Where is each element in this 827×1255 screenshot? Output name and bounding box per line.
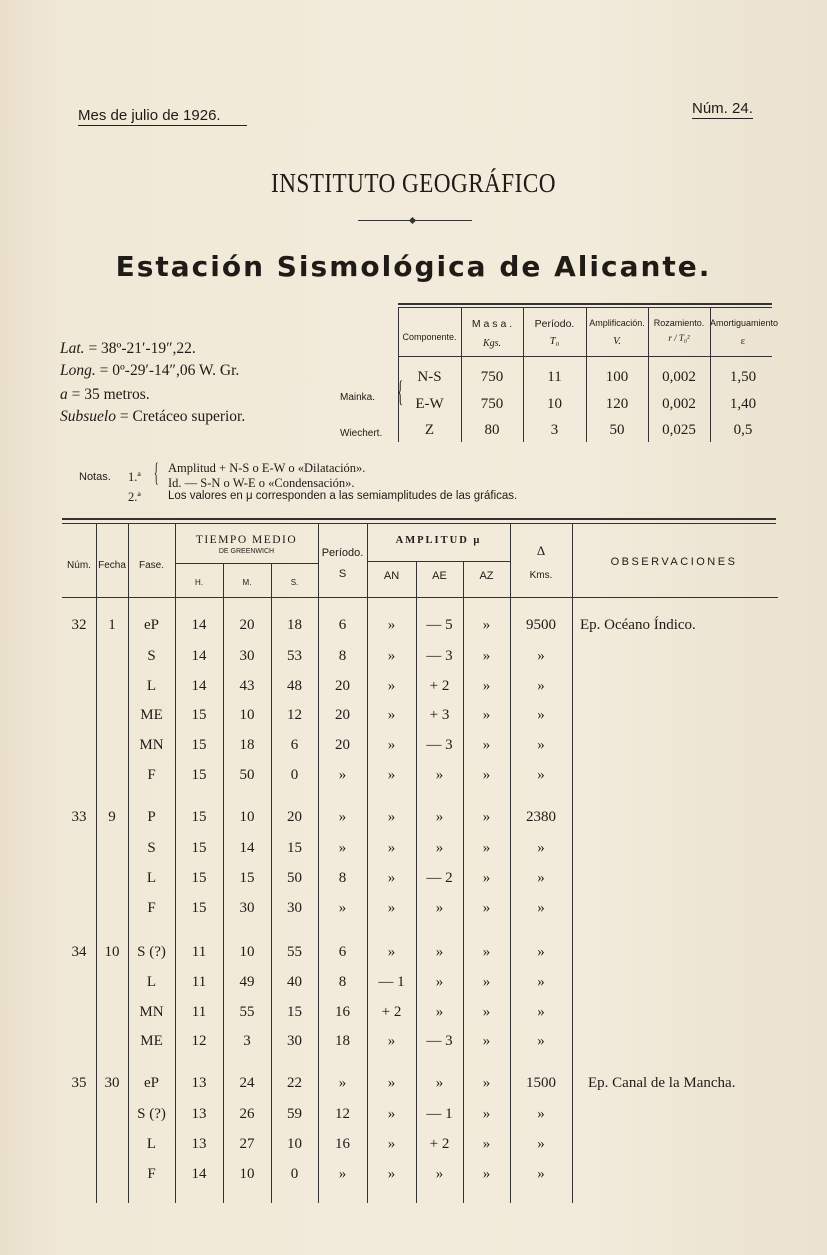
th-time-sub: DE GREENWICH: [218, 548, 275, 555]
ae-cell: »: [435, 840, 444, 856]
th-amplitude: AMPLITUD μ: [395, 535, 482, 546]
th-mass: M a s a .: [471, 318, 513, 330]
th-amplification: Amplificación.: [589, 318, 645, 328]
an-cell: »: [387, 1136, 396, 1152]
s-cell: 30: [287, 900, 302, 916]
dist-cell: »: [537, 1136, 545, 1152]
s-cell: 40: [287, 974, 302, 990]
an-cell: + 2: [381, 1004, 402, 1020]
m-cell: 10: [239, 944, 255, 960]
latitude: [60, 340, 196, 358]
dist-cell: »: [537, 1004, 545, 1020]
m-cell: 26: [239, 1106, 255, 1122]
num-cell: 32: [71, 617, 87, 633]
s-cell: 6: [290, 737, 299, 753]
az-cell: »: [482, 809, 491, 825]
an-cell: »: [387, 870, 396, 886]
ae-cell: »: [435, 944, 444, 960]
note-2-number: 2.ª: [128, 490, 141, 504]
az-cell: »: [482, 707, 491, 723]
per-cell: 20: [335, 678, 350, 694]
issue-number: Núm. 24.: [692, 100, 753, 117]
long-label: Long.: [60, 362, 96, 379]
num-cell: 35: [71, 1075, 87, 1091]
instrument-ampl-cell: 100: [605, 369, 629, 385]
instrument-damping-cell: 1,40: [729, 396, 757, 412]
dist-cell: »: [537, 840, 545, 856]
alt-label: a: [60, 386, 68, 403]
per-cell: »: [338, 840, 347, 856]
date-cell: 30: [104, 1075, 120, 1091]
phase-cell: L: [146, 678, 157, 694]
s-cell: 18: [287, 617, 302, 633]
m-cell: 10: [239, 809, 255, 825]
phase-cell: L: [146, 870, 157, 886]
az-cell: »: [482, 767, 491, 783]
s-cell: 30: [287, 1033, 302, 1049]
h-cell: 11: [191, 944, 207, 960]
phase-cell: F: [147, 767, 156, 783]
th-period-unit: S: [338, 568, 347, 580]
az-cell: »: [482, 648, 491, 664]
instrument-component-cell: E-W: [415, 396, 444, 412]
phase-cell: F: [147, 1166, 156, 1182]
s-cell: 10: [287, 1136, 302, 1152]
ae-cell: »: [435, 974, 444, 990]
per-cell: »: [338, 767, 347, 783]
observation-cell: Ep. Océano Índico.: [580, 617, 696, 633]
m-cell: 15: [239, 870, 255, 886]
th-minutes: M.: [242, 578, 252, 587]
an-cell: »: [387, 1075, 396, 1091]
per-cell: 18: [335, 1033, 350, 1049]
m-cell: 30: [239, 648, 255, 664]
dist-cell: »: [537, 900, 545, 916]
subsoil-label: Subsuelo: [60, 408, 116, 425]
instrument-friction-cell: 0,002: [662, 396, 696, 412]
phase-cell: eP: [144, 617, 159, 633]
an-cell: »: [387, 1106, 396, 1122]
instrument-mass-cell: 80: [484, 422, 500, 438]
th-friction: Rozamiento.: [653, 318, 705, 328]
s-cell: 20: [287, 809, 302, 825]
per-cell: »: [338, 1166, 347, 1182]
instrument-ampl-cell: 50: [609, 422, 625, 438]
m-cell: 18: [239, 737, 255, 753]
az-cell: »: [482, 944, 491, 960]
lat-label: Lat.: [60, 340, 85, 357]
phase-cell: S (?): [137, 1106, 166, 1122]
ae-cell: + 2: [429, 678, 450, 694]
s-cell: 0: [290, 1166, 299, 1182]
s-cell: 15: [287, 1004, 302, 1020]
per-cell: »: [338, 1075, 347, 1091]
dist-cell: 1500: [526, 1075, 556, 1091]
note-1-number: 1.ª: [128, 470, 141, 484]
mainka-label: Mainka.: [340, 392, 376, 403]
th-delta: Δ: [536, 543, 546, 558]
instrument-damping-cell: 1,50: [729, 369, 757, 385]
dist-cell: »: [537, 1166, 545, 1182]
per-cell: 6: [338, 617, 347, 633]
th-period-symbol: T₀: [549, 336, 560, 347]
date-cell: 1: [108, 617, 116, 633]
an-cell: »: [387, 900, 396, 916]
ae-cell: »: [435, 1166, 444, 1182]
title-ornament: [409, 217, 416, 224]
instrument-friction-cell: 0,025: [662, 422, 696, 438]
h-cell: 13: [191, 1075, 207, 1091]
instrument-mass-cell: 750: [480, 396, 504, 412]
altitude: [60, 386, 150, 404]
note-1a: Amplitud + N-S o E-W o «Dilatación».: [168, 461, 366, 475]
phase-cell: MN: [139, 1004, 164, 1020]
h-cell: 15: [191, 900, 207, 916]
h-cell: 12: [191, 1033, 207, 1049]
h-cell: 11: [191, 1004, 207, 1020]
mainka-brace: {: [397, 375, 404, 408]
note-2: Los valores en μ corresponden a las semiamplitudes de las gráficas.: [168, 490, 518, 502]
an-cell: »: [387, 617, 396, 633]
instrument-period-cell: 11: [547, 369, 562, 385]
th-amplification-symbol: V.: [613, 336, 621, 347]
th-observations: OBSERVACIONES: [610, 556, 738, 568]
institution-title: INSTITUTO GEOGRÁFICO: [271, 168, 556, 198]
az-cell: »: [482, 974, 491, 990]
dist-cell: »: [537, 678, 545, 694]
an-cell: »: [387, 840, 396, 856]
th-period-main: Período.: [321, 547, 364, 559]
th-date: Fecha: [98, 560, 126, 571]
per-cell: 8: [338, 870, 347, 886]
m-cell: 27: [239, 1136, 255, 1152]
an-cell: »: [387, 707, 396, 723]
h-cell: 14: [191, 617, 207, 633]
m-cell: 43: [239, 678, 255, 694]
m-cell: 30: [239, 900, 255, 916]
phase-cell: S: [147, 840, 156, 856]
m-cell: 10: [239, 707, 255, 723]
h-cell: 15: [191, 737, 207, 753]
ae-cell: »: [435, 1004, 444, 1020]
s-cell: 0: [290, 767, 299, 783]
dist-cell: »: [537, 1033, 545, 1049]
h-cell: 14: [191, 678, 207, 694]
instrument-mass-cell: 750: [480, 369, 504, 385]
dist-cell: »: [537, 767, 545, 783]
th-friction-symbol: r / T₀²: [668, 333, 690, 343]
ae-cell: — 5: [426, 617, 453, 633]
date-cell: 9: [108, 809, 116, 825]
az-cell: »: [482, 840, 491, 856]
m-cell: 20: [239, 617, 255, 633]
th-phase: Fase.: [138, 560, 164, 571]
notes-brace: {: [153, 458, 159, 487]
az-cell: »: [482, 870, 491, 886]
observation-cell: Ep. Canal de la Mancha.: [588, 1075, 736, 1091]
ae-cell: »: [435, 1075, 444, 1091]
th-component: Componente.: [402, 332, 457, 342]
m-cell: 10: [239, 1166, 255, 1182]
th-time: TIEMPO MEDIO: [195, 534, 298, 546]
m-cell: 55: [239, 1004, 255, 1020]
h-cell: 14: [191, 1166, 207, 1182]
dist-cell: »: [537, 648, 545, 664]
wiechert-label: Wiechert.: [340, 428, 383, 439]
an-cell: »: [387, 767, 396, 783]
th-hours: H.: [195, 578, 203, 587]
az-cell: »: [482, 1166, 491, 1182]
station-title: Estación Sismológica de Alicante.: [115, 250, 712, 283]
th-an: AN: [383, 570, 400, 582]
az-cell: »: [482, 737, 491, 753]
ae-cell: »: [435, 809, 444, 825]
instrument-component-cell: Z: [424, 422, 435, 438]
phase-cell: MN: [139, 737, 164, 753]
date-cell: 10: [104, 944, 120, 960]
phase-cell: F: [147, 900, 156, 916]
instrument-period-cell: 3: [550, 422, 559, 438]
an-cell: »: [387, 737, 396, 753]
s-cell: 22: [287, 1075, 302, 1091]
per-cell: 20: [335, 737, 350, 753]
th-delta-unit: Kms.: [529, 570, 553, 581]
th-ae: AE: [432, 570, 447, 582]
th-damping-symbol: ε: [740, 336, 746, 347]
subsoil-value: = Cretáceo superior.: [119, 408, 246, 425]
az-cell: »: [482, 1106, 491, 1122]
longitude: [60, 362, 239, 380]
per-cell: 8: [338, 648, 347, 664]
an-cell: »: [387, 1033, 396, 1049]
h-cell: 15: [191, 707, 207, 723]
s-cell: 48: [287, 678, 302, 694]
th-seconds: S.: [290, 578, 299, 587]
subsoil: [60, 408, 245, 426]
dist-cell: »: [537, 944, 545, 960]
per-cell: 16: [335, 1136, 350, 1152]
an-cell: »: [387, 648, 396, 664]
th-az: AZ: [479, 570, 494, 582]
s-cell: 55: [287, 944, 302, 960]
an-cell: »: [387, 944, 396, 960]
dist-cell: »: [537, 1106, 545, 1122]
dist-cell: »: [537, 707, 545, 723]
dist-cell: 2380: [526, 809, 556, 825]
th-mass-unit: Kgs.: [482, 338, 502, 349]
m-cell: 49: [239, 974, 255, 990]
ae-cell: — 3: [426, 1033, 453, 1049]
ae-cell: — 3: [426, 737, 453, 753]
phase-cell: ME: [140, 1033, 163, 1049]
long-value: = 0º-29′-14″,06 W. Gr.: [99, 362, 240, 379]
dist-cell: 9500: [526, 617, 556, 633]
an-cell: »: [387, 809, 396, 825]
num-cell: 33: [71, 809, 87, 825]
m-cell: 50: [239, 767, 255, 783]
m-cell: 14: [239, 840, 255, 856]
h-cell: 11: [191, 974, 207, 990]
phase-cell: L: [146, 974, 157, 990]
ae-cell: — 3: [426, 648, 453, 664]
phase-cell: P: [147, 809, 156, 825]
dist-cell: »: [537, 870, 545, 886]
h-cell: 15: [191, 840, 207, 856]
s-cell: 15: [287, 840, 302, 856]
phase-cell: eP: [144, 1075, 159, 1091]
h-cell: 15: [191, 870, 207, 886]
instrument-component-cell: N-S: [417, 369, 442, 385]
ae-cell: »: [435, 900, 444, 916]
month-label: Mes de julio de 1926.: [78, 107, 247, 126]
az-cell: »: [482, 678, 491, 694]
per-cell: 12: [335, 1106, 350, 1122]
notes-label: Notas.: [79, 471, 111, 483]
per-cell: 16: [335, 1004, 350, 1020]
h-cell: 15: [191, 767, 207, 783]
instrument-damping-cell: 0,5: [733, 422, 753, 438]
an-cell: — 1: [378, 974, 405, 990]
th-num: Núm.: [67, 560, 91, 571]
m-cell: 3: [243, 1033, 251, 1049]
ae-cell: + 2: [429, 1136, 450, 1152]
az-cell: »: [482, 1075, 491, 1091]
az-cell: »: [482, 1136, 491, 1152]
az-cell: »: [482, 900, 491, 916]
dist-cell: »: [537, 737, 545, 753]
ae-cell: »: [435, 767, 444, 783]
s-cell: 50: [287, 870, 302, 886]
ae-cell: + 3: [429, 707, 450, 723]
phase-cell: ME: [140, 707, 163, 723]
th-period: Período.: [534, 318, 575, 330]
az-cell: »: [482, 1004, 491, 1020]
h-cell: 13: [191, 1106, 207, 1122]
ae-cell: — 2: [426, 870, 453, 886]
s-cell: 12: [287, 707, 302, 723]
per-cell: 8: [338, 974, 347, 990]
az-cell: »: [482, 617, 491, 633]
h-cell: 13: [191, 1136, 207, 1152]
phase-cell: S: [147, 648, 156, 664]
th-damping: Amortiguamiento: [710, 318, 779, 328]
ae-cell: — 1: [426, 1106, 453, 1122]
alt-value: = 35 metros.: [71, 386, 150, 403]
dist-cell: »: [537, 974, 545, 990]
h-cell: 14: [191, 648, 207, 664]
instrument-friction-cell: 0,002: [662, 369, 696, 385]
s-cell: 59: [287, 1106, 302, 1122]
num-cell: 34: [71, 944, 87, 960]
phase-cell: S (?): [137, 944, 166, 960]
s-cell: 53: [287, 648, 302, 664]
az-cell: »: [482, 1033, 491, 1049]
an-cell: »: [387, 678, 396, 694]
per-cell: »: [338, 900, 347, 916]
an-cell: »: [387, 1166, 396, 1182]
per-cell: »: [338, 809, 347, 825]
per-cell: 6: [338, 944, 347, 960]
note-1b: Id. — S-N o W-E o «Condensación».: [168, 476, 355, 490]
phase-cell: L: [146, 1136, 157, 1152]
lat-value: = 38º-21′-19″,22.: [88, 340, 196, 357]
instrument-ampl-cell: 120: [605, 396, 629, 412]
instrument-period-cell: 10: [547, 396, 562, 412]
m-cell: 24: [239, 1075, 255, 1091]
per-cell: 20: [335, 707, 350, 723]
h-cell: 15: [191, 809, 207, 825]
